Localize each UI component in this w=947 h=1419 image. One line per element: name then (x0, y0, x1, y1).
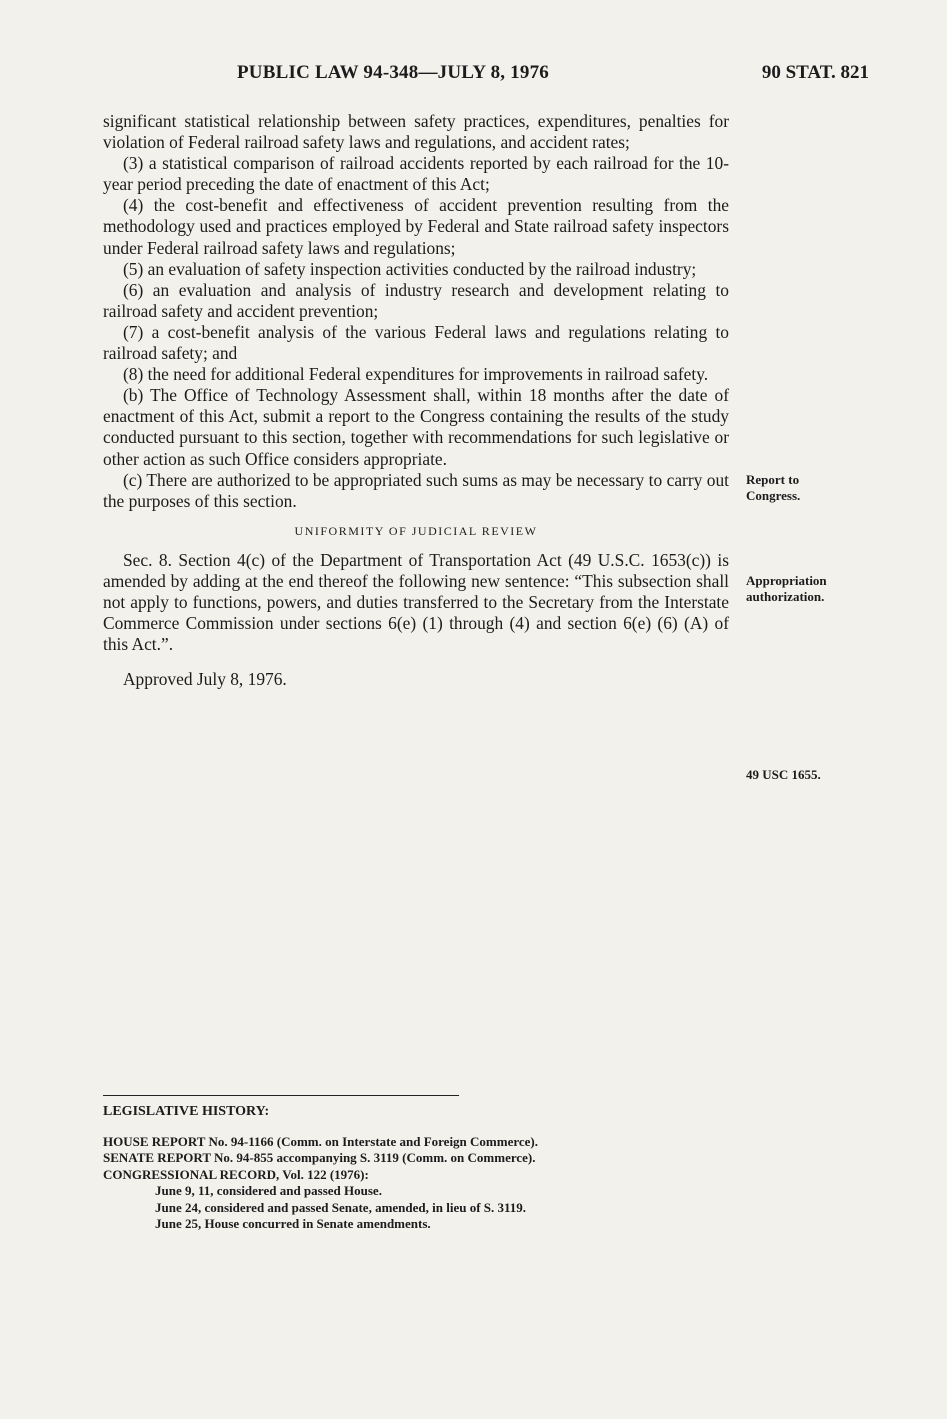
congressional-record-line: CONGRESSIONAL RECORD, Vol. 122 (1976): (103, 1166, 369, 1182)
record-entry-1: June 9, 11, considered and passed House. (155, 1183, 382, 1198)
approval-date: Approved July 8, 1976. (123, 669, 287, 690)
body-text (103, 111, 729, 690)
record-entry-3: June 25, House concurred in Senate amendments. (155, 1216, 431, 1231)
margin-note-usc: 49 USC 1655. (746, 767, 821, 782)
section-8-paragraph: Sec. 8. Section 4(c) of the Department of Transportation Act (49 U.S.C. 1653(c)) is amended by adding at the end thereof the following new sentence: “This subsection shall not apply to functions, powers, and duties transferred to the Secretary from the Interstate Commerce Commission under sections 6(e) (1) through (4) and section 6(e) (6) (A) of this Act.”. (103, 549, 729, 655)
list-item-4: (4) the cost-benefit and effectiveness of accident prevention resulting from the methodology used and practices employed by Federal and State railroad safety inspectors under Federal railroad safety laws and regulations; (103, 195, 729, 258)
senate-report-line: SENATE REPORT No. 94-855 accompanying S. 3119 (Comm. on Commerce). (103, 1150, 536, 1165)
intro-paragraph: significant statistical relationship between safety practices, expenditures, penalties for violation of Federal railroad safety laws and regulations, and accident rates; (103, 111, 729, 153)
header-title: PUBLIC LAW 94-348—JULY 8, 1976 (237, 62, 549, 83)
footnote-rule (103, 1095, 459, 1096)
margin-note-appropriation (746, 573, 827, 605)
record-entry-2: June 24, considered and passed Senate, amended, in lieu of S. 3119. (155, 1199, 527, 1215)
margin-note-report (746, 472, 800, 504)
list-item-7: (7) a cost-benefit analysis of the various Federal laws and regulations relating to railroad safety; and (103, 321, 729, 364)
paragraph-c: (c) There are authorized to be appropriated such sums as may be necessary to carry out the purposes of this section. (103, 469, 729, 511)
margin-note-report-line-1: Report to (746, 472, 800, 487)
section-heading: UNIFORMITY OF JUDICIAL REVIEW (294, 523, 538, 538)
house-report-line: HOUSE REPORT No. 94-1166 (Comm. on Interstate and Foreign Commerce). (103, 1133, 539, 1149)
list-item-6: (6) an evaluation and analysis of industry research and development relating to railroad safety and accident prevention; (103, 279, 729, 321)
margin-note-appropriation-line-2: authorization. (746, 589, 825, 604)
margin-note-report-line-2: Congress. (746, 488, 801, 503)
legislative-history (103, 1104, 743, 1233)
paragraph-b: (b) The Office of Technology Assessment shall, within 18 months after the date of enactment of this Act, submit a report to the Congress containing the results of the study conducted pursuant to this section, together with recommendations for such legislative or other action as such Office considers appropriate. (103, 385, 729, 469)
list-item-5: (5) an evaluation of safety inspection activities conducted by the railroad industry; (123, 258, 697, 279)
running-header (0, 62, 947, 86)
list-item-8: (8) the need for additional Federal expenditures for improvements in railroad safety. (123, 364, 709, 385)
legislative-history-title: LEGISLATIVE HISTORY: (103, 1104, 270, 1119)
statute-page-number: 90 STAT. 821 (761, 62, 869, 83)
list-item-3: (3) a statistical comparison of railroad accidents reported by each railroad for the 10-year period preceding the date of enactment of this Act; (103, 153, 729, 195)
margin-note-appropriation-line-1: Appropriation (746, 573, 827, 588)
